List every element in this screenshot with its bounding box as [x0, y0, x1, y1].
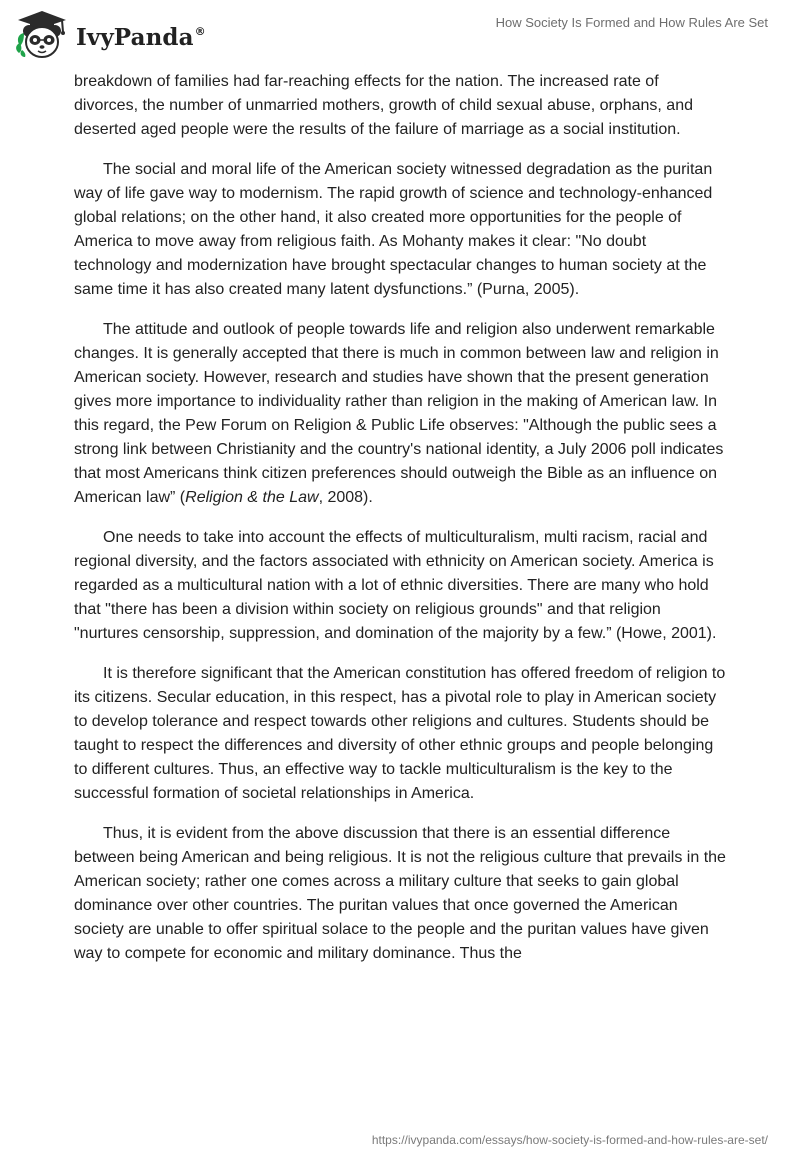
paragraph-2: The social and moral life of the American society witnessed degradation as the puritan way of life gave way to modernism. The rapid growth of science and technology-enhanced global relations; on the other hand, it also created more opportunities for the people of America to move away from religious faith. As Mohanty makes it clear: "No doubt technology and modernization have brought spectacular changes to human society at the same time it has also created many latent dysfunctions.” (Purna, 2005). — [74, 161, 713, 298]
paragraph-3 — [74, 318, 726, 510]
essay-body — [74, 70, 726, 982]
paragraph-5: It is therefore significant that the American constitution has offered freedom of religion to its citizens. Secular education, in this respect, has a pivotal role to play in American society to develop tolerance and respect towards other religions and cultures. Students should be taught to respect the differences and diversity of other ethnic groups and people belonging to different cultures. Thus, an effective way to tackle multiculturalism is the key to the successful formation of societal relationships in America. — [74, 665, 726, 802]
paragraph-3-text: The attitude and outlook of people towards life and religion also underwent remarkable changes. It is generally accepted that there is much in common between law and religion in American society. However, research and studies have shown that the present generation gives more importance to individuality rather than religion in the making of American law. In this regard, the Pew Forum on Religion & Public Life observes: "Although the public sees a strong link between Christianity and the country's national identity, a July 2006 poll indicates that most Americans think citizen preferences should outweigh the Bible as an influence on American law” ( — [74, 321, 724, 506]
source-url[interactable]: https://ivypanda.com/essays/how-society-is-formed-and-how-rules-are-set/ — [371, 1133, 768, 1147]
brand-name: IvyPanda® — [76, 23, 206, 51]
paragraph-4: One needs to take into account the effects of multiculturalism, multi racism, racial and regional diversity, and the factors associated with ethnicity on American society. America is regarded as a multicultural nation with a lot of ethnic diversities. There are many who hold that "there has been a division within society on religious grounds" and that religion "nurtures censorship, suppression, and domination of the majority by a few.” (Howe, 2001). — [74, 529, 717, 642]
paragraph-1: breakdown of families had far-reaching effects for the nation. The increased rate of divorces, the number of unmarried mothers, growth of child sexual abuse, orphans, and deserted aged people were the results of the failure of marriage as a social institution. — [74, 73, 693, 138]
paragraph-6: Thus, it is evident from the above discussion that there is an essential difference between being American and being religious. It is not the religious culture that prevails in the American society; rather one comes across a military culture that seeks to gain global dominance over other countries. The puritan values that once governed the American society are unable to offer spiritual solace to the people and the puritan values have given way to compete for economic and military dominance. Thus the — [74, 825, 726, 962]
paragraph-3-end: , 2008). — [318, 489, 373, 506]
panda-graduate-icon — [14, 6, 70, 62]
page-header — [0, 0, 800, 70]
document-title: How Society Is Formed and How Rules Are Set — [495, 15, 768, 30]
citation-title: Religion & the Law — [185, 489, 319, 506]
ivypanda-logo[interactable] — [14, 6, 206, 62]
